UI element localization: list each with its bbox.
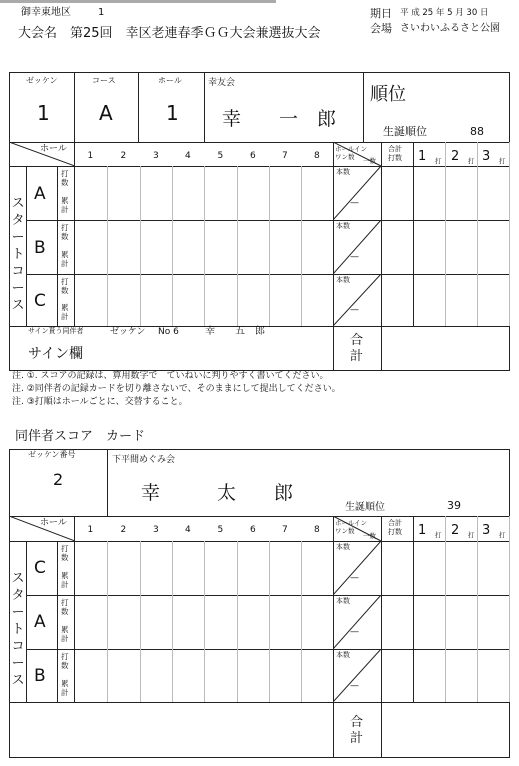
hole-number-8: 8 — [314, 525, 320, 535]
companion-total-strokes-label: 合計 打数 — [388, 519, 402, 536]
start-course-label: スタートコース — [11, 196, 25, 313]
strokes-label: 打数 — [61, 223, 69, 241]
count-dash: — — [350, 627, 359, 637]
companion-course-row-c: C — [34, 558, 46, 578]
hole-value: 1 — [166, 101, 179, 125]
venue-value: さいわいふるさと公園 — [400, 23, 500, 34]
count-cell-diagonal — [333, 541, 382, 595]
count-label: 本数 — [336, 168, 350, 176]
cumulative-label: 累計 — [61, 303, 69, 321]
hole-in-one-label: ホールイン ワン数 — [335, 145, 368, 161]
strokes-label: 打数 — [61, 544, 69, 562]
companion-place-1: 1 — [418, 523, 427, 538]
count-dash: — — [350, 305, 359, 315]
count-cell-diagonal — [333, 649, 382, 702]
companion-place-3-unit: 打 — [499, 531, 506, 539]
hole-row-label: ホール — [40, 144, 67, 154]
companion-club-name: 下平間めぐみ会 — [112, 455, 176, 465]
companion-place-1-unit: 打 — [435, 531, 442, 539]
hole-column-divider — [204, 541, 205, 702]
tournament-label: 大会名 — [18, 26, 58, 41]
hole-number-3: 3 — [153, 525, 159, 535]
hole-number-6: 6 — [250, 525, 256, 535]
companion-place-3: 3 — [482, 523, 491, 538]
hole-number-7: 7 — [282, 525, 288, 535]
hole-column-divider — [301, 541, 302, 702]
hole-number-2: 2 — [120, 151, 127, 161]
hole-in-one-unit: 一数 — [363, 157, 376, 165]
companion-section-title: 同伴者スコア カード — [15, 429, 146, 444]
note-3: 注. ③打順はホールごとに、交替すること。 — [12, 397, 188, 407]
count-label: 本数 — [336, 222, 350, 230]
district-number: 1 — [98, 7, 105, 18]
count-cell-diagonal — [333, 595, 382, 649]
sign-prefix: サイン貰う同伴者 — [28, 327, 84, 335]
hole-number-5: 5 — [217, 151, 224, 161]
note-2: 注. ②同伴者の記録カードを切り離さないで、そのままにして提出してください。 — [12, 384, 341, 394]
course-row-c: C — [34, 291, 46, 311]
count-label: 本数 — [336, 597, 350, 605]
total-strokes-label: 合計 打数 — [388, 145, 402, 162]
zekken-label: ゼッケン — [26, 76, 58, 85]
course-label: コース — [92, 76, 116, 85]
companion-hole-row-label: ホール — [40, 518, 67, 528]
place-3-unit: 打 — [499, 157, 506, 165]
hole-number-1: 1 — [87, 525, 94, 535]
place-2: 2 — [451, 149, 460, 164]
hole-number-8: 8 — [314, 151, 320, 161]
birth-rank-value: 88 — [470, 125, 484, 138]
venue-label: 会場 — [370, 22, 392, 35]
companion-name: 幸 太 郎 — [141, 482, 294, 504]
place-column-divider — [509, 516, 510, 702]
companion-place-2-unit: 打 — [468, 531, 475, 539]
cumulative-label: 累計 — [61, 625, 69, 643]
hole-number-3: 3 — [153, 151, 159, 161]
strokes-label: 打数 — [61, 277, 69, 295]
course-value: A — [99, 101, 113, 125]
district-label: 御幸東地区 — [21, 7, 71, 18]
tournament-name: 第25回 幸区老連春季ＧＧ大会兼選抜大会 — [70, 26, 321, 41]
zekken-number-value: 2 — [53, 470, 64, 489]
companion-grand-total-label: 合 計 — [350, 715, 364, 746]
companion-birth-rank-label: 生誕順位 — [345, 502, 385, 513]
sign-zekken-label: ゼッケン — [110, 327, 146, 337]
grand-total-label: 合 計 — [350, 333, 364, 364]
hole-number-4: 4 — [185, 525, 191, 535]
companion-hole-in-one-unit: 一数 — [363, 532, 376, 540]
count-label: 本数 — [336, 543, 350, 551]
companion-course-row-a: A — [34, 612, 46, 632]
place-column-divider — [445, 516, 446, 702]
course-row-a: A — [34, 184, 46, 204]
place-2-unit: 打 — [468, 157, 475, 165]
companion-birth-rank-value: 39 — [447, 499, 461, 512]
place-3: 3 — [482, 149, 491, 164]
companion-hole-in-one-label: ホールイン ワン数 — [335, 519, 368, 535]
hole-column-divider — [140, 541, 141, 702]
companion-start-course-label: スタートコース — [11, 571, 25, 688]
date-label: 期日 — [370, 7, 392, 20]
place-1-unit: 打 — [435, 157, 442, 165]
sign-box-label: サイン欄 — [28, 346, 84, 362]
count-dash: — — [350, 573, 359, 583]
hole-label: ホール — [158, 76, 182, 85]
cumulative-label: 累計 — [61, 250, 69, 268]
count-label: 本数 — [336, 276, 350, 284]
cumulative-label: 累計 — [61, 678, 69, 697]
sign-number: No 6 — [158, 327, 179, 337]
hole-number-2: 2 — [120, 525, 127, 535]
hole-column-divider — [172, 541, 173, 702]
place-column-divider — [477, 516, 478, 702]
companion-course-row-b: B — [34, 666, 46, 686]
hole-column-divider — [269, 541, 270, 702]
count-dash: — — [350, 198, 359, 208]
place-1: 1 — [418, 149, 427, 164]
hole-number-6: 6 — [250, 151, 256, 161]
hole-column-divider — [237, 541, 238, 702]
course-row-b: B — [34, 238, 46, 258]
strokes-label: 打数 — [61, 169, 69, 187]
cumulative-label: 累計 — [61, 196, 69, 214]
date-value: 平 成 25 年 5 月 30 日 — [400, 8, 489, 18]
rank-label: 順位 — [370, 84, 406, 105]
hole-number-7: 7 — [282, 151, 288, 161]
count-dash: — — [350, 680, 359, 691]
strokes-label: 打数 — [61, 652, 69, 670]
player-name: 幸 一 郎 — [222, 108, 337, 130]
club-name: 幸友会 — [208, 78, 236, 88]
birth-rank-label: 生誕順位 — [383, 125, 427, 138]
note-1: 注. ①. スコアの記録は、算用数字で ていねいに判りやすく書いてください。 — [12, 371, 329, 381]
count-label: 本数 — [336, 651, 350, 659]
hole-column-divider — [107, 541, 108, 702]
hole-number-4: 4 — [185, 151, 191, 161]
companion-place-2: 2 — [451, 523, 460, 538]
strokes-label: 打数 — [61, 598, 69, 616]
zekken-value: 1 — [37, 101, 50, 125]
zekken-number-label: ゼッケン番号 — [28, 450, 76, 459]
cumulative-label: 累計 — [61, 571, 69, 589]
count-dash: — — [350, 252, 359, 262]
hole-number-5: 5 — [217, 525, 224, 535]
hole-number-1: 1 — [87, 151, 94, 161]
sign-companion-name: 幸 五 郎 — [205, 326, 265, 337]
